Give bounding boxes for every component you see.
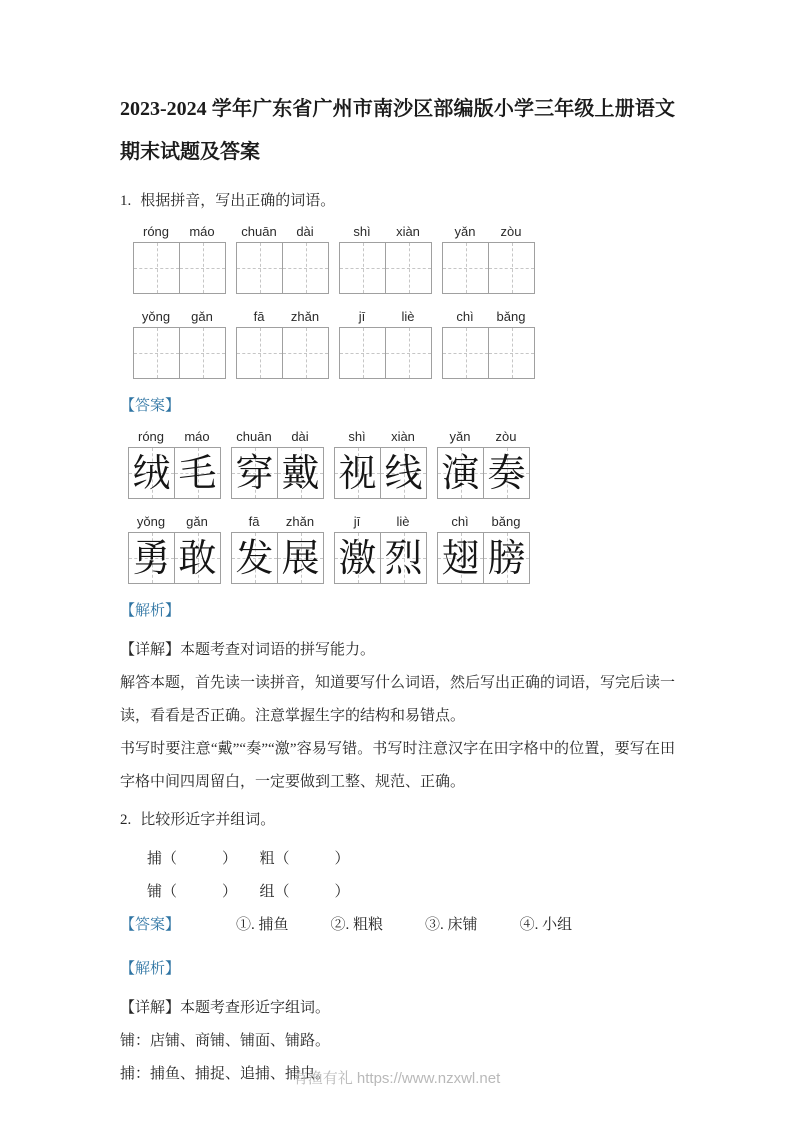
pinyin-row bbox=[231, 429, 324, 444]
pinyin-label: bǎng bbox=[496, 309, 526, 324]
pinyin-label: liè bbox=[401, 309, 415, 324]
pinyin-row bbox=[133, 224, 226, 239]
question-2-line bbox=[120, 809, 675, 831]
pinyin-label: zhǎn bbox=[290, 309, 320, 324]
tianzige-group bbox=[334, 514, 427, 584]
tianzige-group bbox=[339, 309, 432, 379]
question-1-prompt: 根据拼音，写出正确的词语。 bbox=[140, 193, 336, 209]
q1-detail-line-1: 【详解】本题考查对词语的拼写能力。 bbox=[120, 642, 376, 658]
q1-detail-paragraph-2: 书写时要注意“戴”“奏”“激”容易写错。书写时注意汉字在田字格中的位置，要写在田字格中间四周留白，一定要做到工整、规范、正确。 bbox=[120, 741, 675, 790]
tianzige-boxes bbox=[334, 447, 427, 499]
q2-answer-item-2: ②. 粗粮 bbox=[330, 917, 384, 933]
answer-cell bbox=[438, 533, 483, 583]
answer-character: 戴 bbox=[281, 451, 320, 495]
answer-cell bbox=[277, 448, 323, 498]
pinyin-row bbox=[133, 309, 226, 324]
watermark-footer: 有渔有礼 https://www.nzxwl.net bbox=[292, 1070, 501, 1087]
pinyin-row bbox=[128, 514, 221, 529]
pinyin-label: chì bbox=[451, 514, 469, 529]
writing-cell bbox=[134, 243, 179, 293]
writing-cell bbox=[488, 328, 534, 378]
answer-label: 【答案】 bbox=[120, 398, 181, 414]
pinyin-row bbox=[128, 429, 221, 444]
pinyin-label: zhǎn bbox=[285, 514, 315, 529]
tianzige-group bbox=[236, 224, 329, 294]
answer-cell bbox=[232, 448, 277, 498]
writing-cell bbox=[443, 328, 488, 378]
writing-cell bbox=[385, 328, 431, 378]
question-1-line bbox=[120, 190, 675, 212]
tianzige-boxes bbox=[236, 327, 329, 379]
pinyin-row bbox=[437, 514, 530, 529]
pinyin-label: shì bbox=[348, 429, 366, 444]
tianzige-group bbox=[128, 514, 221, 584]
pinyin-label: dài bbox=[291, 429, 309, 444]
pinyin-row bbox=[339, 309, 432, 324]
q2-answer-item-4: ④. 小组 bbox=[519, 917, 573, 933]
tianzige-group bbox=[236, 309, 329, 379]
answer-grid-row-2 bbox=[128, 514, 675, 584]
pinyin-label: bǎng bbox=[491, 514, 521, 529]
answer-cell bbox=[380, 448, 426, 498]
tianzige-group bbox=[231, 514, 324, 584]
answer-cell bbox=[174, 533, 220, 583]
tianzige-boxes bbox=[437, 532, 530, 584]
pinyin-label: chuān bbox=[241, 224, 277, 239]
answer-character: 发 bbox=[235, 536, 274, 580]
tianzige-boxes bbox=[231, 532, 324, 584]
pinyin-writing-grid-row-1 bbox=[133, 224, 675, 294]
answer-cell bbox=[483, 448, 529, 498]
pinyin-label: máo bbox=[184, 429, 210, 444]
answer-cell bbox=[129, 448, 174, 498]
pinyin-label: yǎn bbox=[454, 224, 476, 239]
answer-grid-row-1 bbox=[128, 429, 675, 499]
writing-cell bbox=[340, 328, 385, 378]
answer-character: 穿 bbox=[235, 451, 274, 495]
pinyin-label: yǒng bbox=[136, 514, 166, 529]
answer-character: 激 bbox=[338, 536, 377, 580]
q2-answer-item-1: ①. 捕鱼 bbox=[236, 917, 289, 933]
pinyin-label: gǎn bbox=[191, 309, 213, 324]
tianzige-group bbox=[133, 309, 226, 379]
answer-character: 演 bbox=[441, 451, 480, 495]
pinyin-label: jī bbox=[353, 514, 361, 529]
pinyin-label: gǎn bbox=[186, 514, 208, 529]
answer-label: 【答案】 bbox=[120, 917, 181, 933]
tianzige-group bbox=[133, 224, 226, 294]
answer-cell bbox=[380, 533, 426, 583]
pinyin-row bbox=[231, 514, 324, 529]
q2-answer-item-3: ③. 床铺 bbox=[425, 917, 478, 933]
writing-cell bbox=[282, 328, 328, 378]
answer-character: 展 bbox=[281, 536, 320, 580]
q2-answer-line bbox=[120, 909, 675, 942]
word-pair-line-1: 捕（ ） 粗（ ） bbox=[147, 851, 350, 867]
pinyin-label: róng bbox=[137, 429, 165, 444]
tianzige-boxes bbox=[334, 532, 427, 584]
writing-cell bbox=[340, 243, 385, 293]
answer-character: 绒 bbox=[132, 451, 171, 495]
tianzige-group bbox=[128, 429, 221, 499]
writing-cell bbox=[237, 328, 282, 378]
answer-cell bbox=[174, 448, 220, 498]
tianzige-group bbox=[437, 429, 530, 499]
answer-character: 烈 bbox=[384, 536, 423, 580]
answer-cell bbox=[335, 533, 380, 583]
tianzige-boxes bbox=[339, 242, 432, 294]
document-title: 2023-2024 学年广东省广州市南沙区部编版小学三年级上册语文期末试题及答案 bbox=[120, 98, 675, 163]
pinyin-label: xiàn bbox=[396, 224, 420, 239]
pinyin-label: fā bbox=[248, 514, 260, 529]
analysis-label: 【解析】 bbox=[120, 603, 181, 619]
question-2-number: 2. bbox=[120, 812, 132, 828]
pinyin-label: fā bbox=[253, 309, 265, 324]
answer-character: 视 bbox=[338, 451, 377, 495]
answer-character: 勇 bbox=[132, 536, 171, 580]
word-pair-line-2: 铺（ ） 组（ ） bbox=[147, 884, 350, 900]
pinyin-writing-grid-row-2 bbox=[133, 309, 675, 379]
pinyin-label: chì bbox=[456, 309, 474, 324]
tianzige-group bbox=[437, 514, 530, 584]
pinyin-row bbox=[442, 309, 535, 324]
answer-character: 膀 bbox=[487, 536, 526, 580]
pinyin-label: xiàn bbox=[391, 429, 415, 444]
writing-cell bbox=[282, 243, 328, 293]
answer-character: 毛 bbox=[178, 451, 217, 495]
answer-cell bbox=[232, 533, 277, 583]
answer-cell bbox=[483, 533, 529, 583]
q2-detail-line-1: 【详解】本题考查形近字组词。 bbox=[120, 1000, 331, 1016]
q2-detail-line-2: 铺：店铺、商铺、铺面、铺路。 bbox=[120, 1033, 331, 1049]
tianzige-boxes bbox=[437, 447, 530, 499]
pinyin-row bbox=[339, 224, 432, 239]
pinyin-label: yǒng bbox=[141, 309, 171, 324]
q1-detail-paragraph-1: 解答本题，首先读一读拼音，知道要写什么词语，然后写出正确的词语，写完后读一读，看看是否正确。注意掌握生字的结构和易错点。 bbox=[120, 675, 676, 724]
tianzige-group bbox=[339, 224, 432, 294]
tianzige-boxes bbox=[128, 447, 221, 499]
writing-cell bbox=[134, 328, 179, 378]
answer-cell bbox=[335, 448, 380, 498]
answer-cell bbox=[438, 448, 483, 498]
answer-character: 翅 bbox=[441, 536, 480, 580]
tianzige-boxes bbox=[236, 242, 329, 294]
pinyin-row bbox=[437, 429, 530, 444]
pinyin-label: liè bbox=[396, 514, 410, 529]
pinyin-label: róng bbox=[142, 224, 170, 239]
tianzige-boxes bbox=[133, 242, 226, 294]
pinyin-label: dài bbox=[296, 224, 314, 239]
writing-cell bbox=[488, 243, 534, 293]
pinyin-label: máo bbox=[189, 224, 215, 239]
tianzige-group bbox=[442, 309, 535, 379]
pinyin-label: shì bbox=[353, 224, 371, 239]
pinyin-row bbox=[236, 309, 329, 324]
writing-cell bbox=[179, 328, 225, 378]
pinyin-label: zòu bbox=[500, 224, 522, 239]
answer-character: 敢 bbox=[178, 536, 217, 580]
pinyin-label: yǎn bbox=[449, 429, 471, 444]
writing-cell bbox=[443, 243, 488, 293]
tianzige-boxes bbox=[128, 532, 221, 584]
question-1-number: 1. bbox=[120, 193, 132, 209]
pinyin-row bbox=[334, 514, 427, 529]
pinyin-row bbox=[442, 224, 535, 239]
tianzige-group bbox=[334, 429, 427, 499]
tianzige-group bbox=[442, 224, 535, 294]
writing-cell bbox=[237, 243, 282, 293]
pinyin-row bbox=[236, 224, 329, 239]
answer-cell bbox=[277, 533, 323, 583]
writing-cell bbox=[179, 243, 225, 293]
pinyin-label: jī bbox=[358, 309, 366, 324]
analysis-label: 【解析】 bbox=[120, 961, 181, 977]
answer-character: 奏 bbox=[487, 451, 526, 495]
tianzige-boxes bbox=[442, 327, 535, 379]
answer-cell bbox=[129, 533, 174, 583]
answer-character: 线 bbox=[384, 451, 423, 495]
writing-cell bbox=[385, 243, 431, 293]
pinyin-label: chuān bbox=[236, 429, 272, 444]
q2-detail-line-3: 捕：捕鱼、捕捉、追捕、捕虫。 bbox=[120, 1066, 331, 1082]
pinyin-row bbox=[334, 429, 427, 444]
tianzige-boxes bbox=[339, 327, 432, 379]
question-2-prompt: 比较形近字并组词。 bbox=[140, 812, 276, 828]
tianzige-group bbox=[231, 429, 324, 499]
tianzige-boxes bbox=[133, 327, 226, 379]
pinyin-label: zòu bbox=[495, 429, 517, 444]
tianzige-boxes bbox=[442, 242, 535, 294]
tianzige-boxes bbox=[231, 447, 324, 499]
